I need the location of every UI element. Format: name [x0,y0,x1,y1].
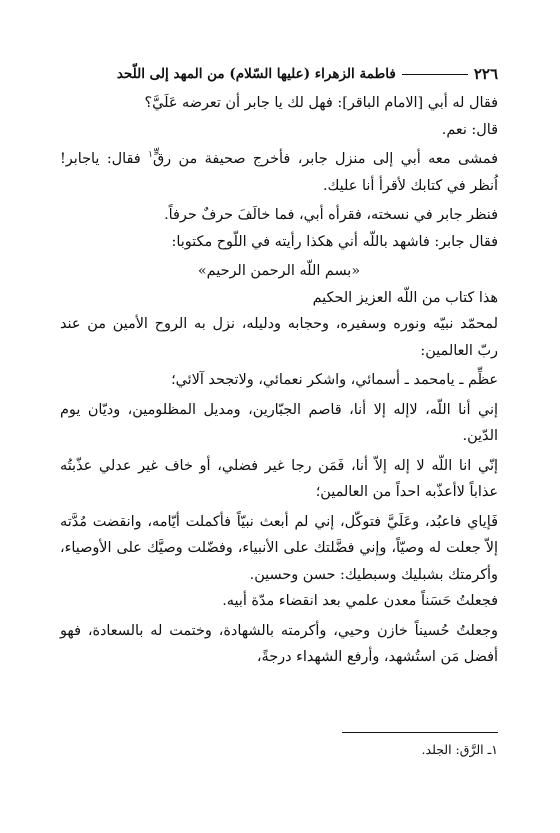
book-page [60,62,498,782]
paragraph: قال: نعم. [441,121,498,138]
paragraph-text: فمشى معه أبي إلى منزل جابر، فأخرج صحيفة من رقٍّ [152,151,498,167]
paragraph: فقال له أبي [الامام الباقر]: فهل لك يا جابر أن تعرضه عَلَيَّ؟ [144,95,498,111]
page-body [60,90,498,671]
page-number: ٢٢٦ [473,65,498,83]
paragraph [60,146,498,199]
paragraph: إنّي انا اللّه لا إله إلاّ أنا، فَمَن رجا غير فضلي، أو خاف غير عدلي عذّبتُه عذاباً لاأعذّبه احداً من العالمين؛ [60,457,498,500]
paragraph: فَإياي فاعبُد، وعَلَيَّ فتوكّل، إني لم أبعث نبيّاً فأكملت أيّامه، وانقضت مُدَّته إلاّ جعلت له وصيّاً، وإني فضَّلتك على الأنبياء، وفضّلت وصيَّك على الأوصياء، وأكرمتك بشبليك وسبطيك: حسن وحسين. [60,513,498,583]
running-title: فاطمة الزهراء (عليها السّلام) من المهد إلى اللّحد [116,66,396,82]
paragraph: هذا كتاب من اللّه العزيز الحكيم [312,289,498,306]
paragraph: عظِّم ـ يامحمد ـ أسمائي، واشكر نعمائي، ولاتجحد آلائي؛ [171,372,498,388]
paragraph: وجعلتُ حُسيناً خازن وحيي، وأكرمته بالشهادة، وختمت له بالسعادة، فهو أفضل مَن استُشهد، وأرفع الشهداء درجةً، [60,622,498,665]
basmala: «بسم اللّه الرحمن الرحيم» [197,263,361,279]
header-rule [402,74,468,75]
paragraph: فجعلتُ حَسَناً معدن علمي بعد انقضاء مدّة أبيه. [222,593,498,609]
footnote-rule [342,732,498,733]
footnote-marker: ١ [148,150,153,161]
footnote: ١ـ الرَّق: الجلد. [421,742,498,757]
paragraph: إني أنا اللّه، لاإله إلا أنا، قاصم الجبّارين، ومديل المظلومين، وديّان يوم الدّين. [60,401,498,444]
paragraph-text: فقال: ياجابر! اُنظر في كتابك لأقرأ أنا عليك. [60,151,498,194]
paragraph: فقال جابر: فاشهد باللّه أني هكذا رأيته في اللّوح مكتوبا: [171,233,498,250]
paragraph: فنظر جابر في نسخته، فقرأه أبي، فما خالَفَ حرفٌ حرفاً. [164,207,498,223]
page-header [60,62,498,86]
paragraph: لمحمّد نبيّه ونوره وسفيره، وحجابه ودليله، نزل به الروح الأمين من عند ربّ العالمين: [60,316,498,359]
